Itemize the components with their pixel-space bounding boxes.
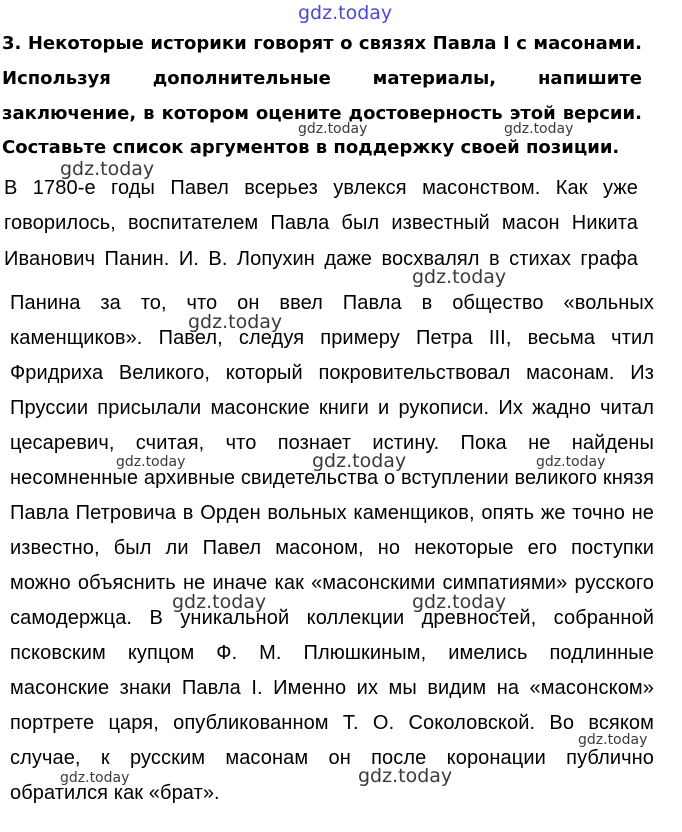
watermark: gdz.today: [172, 591, 267, 613]
answer-line: говорилось, воспитателем Павла был известный масон Никита: [4, 212, 638, 234]
task-line: 3. Некоторые историки говорят о связях Павла I с масонами.: [2, 33, 642, 54]
watermark: gdz.today: [358, 765, 453, 787]
answer-line: цесаревич, считая, что познает истину. Пока не найдены: [10, 432, 654, 454]
task-line: Используя дополнительные материалы, напишите: [2, 68, 642, 89]
watermark: gdz.today: [298, 121, 368, 137]
watermark: gdz.today: [116, 454, 186, 470]
answer-line: портрете царя, опубликованном Т. О. Соколовской. Во всяком: [10, 712, 654, 734]
answer-line: Иванович Панин. И. В. Лопухин даже восхвалял в стихах графа: [4, 248, 638, 270]
answer-line: Фридриха Великого, который покровительствовал масонам. Из: [10, 362, 654, 384]
answer-line: Пруссии присылали масонские книги и рукописи. Их жадно читал: [10, 397, 654, 419]
watermark: gdz.today: [60, 770, 130, 786]
task-line: Составьте список аргументов в поддержку своей позиции.: [2, 137, 620, 158]
watermark: gdz.today: [188, 311, 283, 333]
watermark: gdz.today: [504, 121, 574, 137]
answer-line: можно объяснить не иначе как «масонскими симпатиями» русского: [10, 572, 654, 594]
answer-line: масонские знаки Павла I. Именно их мы видим на «масонском»: [10, 677, 654, 699]
watermark: gdz.today: [60, 158, 155, 180]
watermark: gdz.today: [536, 454, 606, 470]
watermark: gdz.today: [578, 732, 648, 748]
watermark: gdz.today: [412, 266, 507, 288]
answer-line: каменщиков». Павел, следуя примеру Петра III, весьма чтил: [10, 327, 654, 349]
answer-line: обратился как «брат».: [10, 782, 220, 804]
answer-line: Павла Петровича в Орден вольных каменщиков, опять же точно не: [10, 502, 654, 524]
answer-line: случае, к русским масонам он после коронации публично: [10, 747, 654, 769]
answer-line: самодержца. В уникальной коллекции древностей, собранной: [10, 607, 654, 629]
answer-line: Панина за то, что он ввел Павла в общество «вольных: [10, 292, 654, 314]
answer-line: несомненные архивные свидетельства о вступлении великого князя: [10, 467, 654, 489]
task-line: заключение, в котором оцените достоверность этой версии.: [2, 103, 642, 124]
watermark: gdz.today: [412, 591, 507, 613]
answer-line: В 1780-е годы Павел всерьез увлекся масонством. Как уже: [4, 177, 638, 199]
watermark: gdz.today: [312, 450, 407, 472]
watermark-top: gdz.today: [298, 2, 393, 24]
answer-line: известно, был ли Павел масоном, но некоторые его поступки: [10, 537, 654, 559]
answer-line: псковским купцом Ф. М. Плюшкиным, имелись подлинные: [10, 642, 654, 664]
